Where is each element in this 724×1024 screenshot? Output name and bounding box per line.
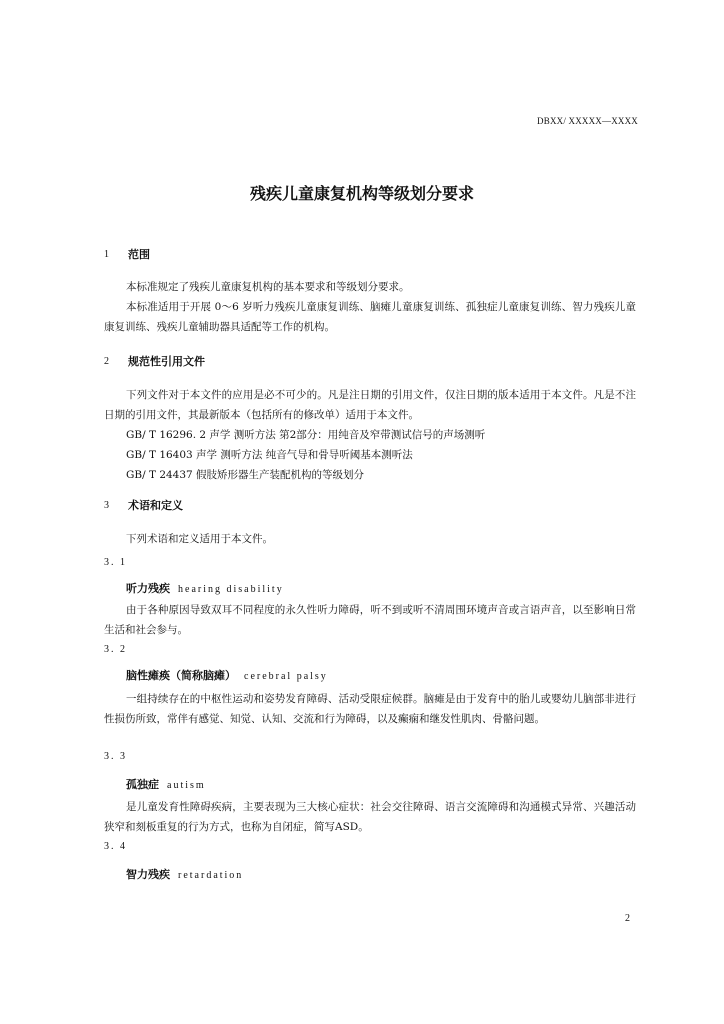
document-code: DBXX/ XXXXX—XXXX xyxy=(537,116,638,126)
term-definition: 一组持续存在的中枢性运动和姿势发育障碍、活动受限症候群。脑瘫是由于发育中的胎儿或婴幼儿脑部非进行性损伤所致，常伴有感觉、知觉、认知、交流和行为障碍，以及癫痫和继发性肌肉、骨骼问题。 xyxy=(104,693,636,725)
term-english: autism xyxy=(167,780,206,791)
reference-item: GB/ T 16403 声学 测听方法 纯音气导和骨导听阈基本测听法 xyxy=(126,449,413,461)
section-3-para: 下列术语和定义适用于本文件。 xyxy=(126,533,273,545)
page-title: 残疾儿童康复机构等级划分要求 xyxy=(249,184,474,203)
reference-item: GB/ T 16296. 2 声学 测听方法 第2部分：用纯音及窄带测试信号的声场测听 xyxy=(126,429,486,441)
term-number: 3. 3 xyxy=(104,751,127,762)
term-chinese: 脑性瘫痪（简称脑瘫） xyxy=(126,669,236,682)
term-english: cerebral palsy xyxy=(244,671,328,682)
reference-item: GB/ T 24437 假肢矫形器生产装配机构的等级划分 xyxy=(126,469,365,481)
section-1-heading: 范围 xyxy=(128,248,150,261)
section-2-number: 2 xyxy=(104,356,109,367)
section-2-heading: 规范性引用文件 xyxy=(128,355,205,368)
term-chinese: 听力残疾 xyxy=(126,582,170,595)
section-3-number: 3 xyxy=(104,500,109,511)
term-definition: 由于各种原因导致双耳不同程度的永久性听力障碍，听不到或听不清周围环境声音或言语声音，以至影响日常生活和社会参与。 xyxy=(104,604,636,636)
section-1-number: 1 xyxy=(104,249,109,260)
term-english: retardation xyxy=(178,870,244,881)
term-english: hearing disability xyxy=(178,584,284,595)
term-number: 3. 2 xyxy=(104,644,127,655)
term-definition: 是儿童发育性障碍疾病，主要表现为三大核心症状：社会交往障碍、语言交流障碍和沟通模式异常、兴趣活动狭窄和刻板重复的行为方式，也称为自闭症，简写ASD。 xyxy=(104,801,636,833)
section-1-para-2: 本标准适用于开展 0～6 岁听力残疾儿童康复训练、脑瘫儿童康复训练、孤独症儿童康复训练、智力残疾儿童康复训练、残疾儿童辅助器具适配等工作的机构。 xyxy=(104,301,636,333)
term-chinese: 智力残疾 xyxy=(126,868,170,881)
term-number: 3. 1 xyxy=(104,557,127,568)
term-heading xyxy=(126,866,243,882)
term-number: 3. 4 xyxy=(104,841,127,852)
term-heading xyxy=(126,776,206,792)
term-heading xyxy=(126,580,284,596)
section-2-para: 下列文件对于本文件的应用是必不可少的。凡是注日期的引用文件，仅注日期的版本适用于本文件。凡是不注日期的引用文件，其最新版本（包括所有的修改单）适用于本文件。 xyxy=(104,389,636,421)
section-1-para-1: 本标准规定了残疾儿童康复机构的基本要求和等级划分要求。 xyxy=(126,281,410,293)
page-number: 2 xyxy=(625,913,630,924)
section-3-heading: 术语和定义 xyxy=(128,499,183,512)
term-chinese: 孤独症 xyxy=(126,778,159,791)
term-heading xyxy=(126,667,328,683)
